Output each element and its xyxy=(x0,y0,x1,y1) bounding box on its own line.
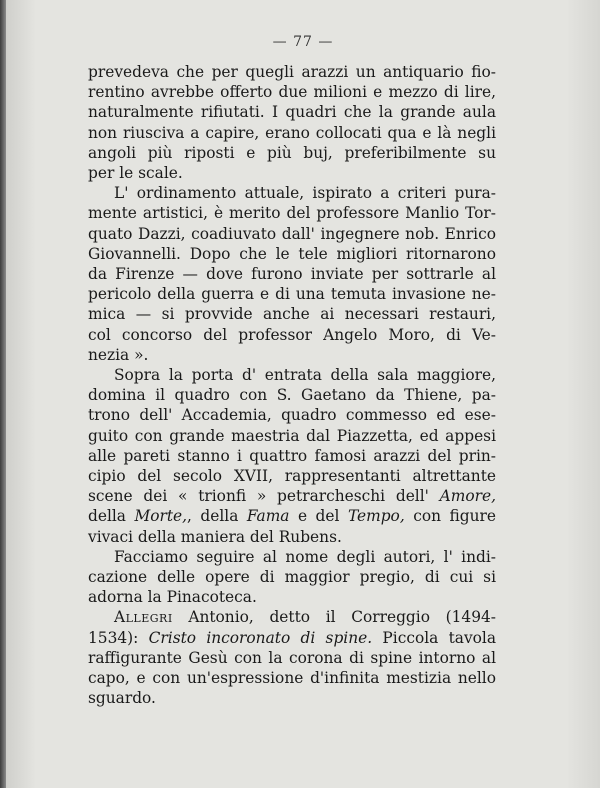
text-line: prevedeva che per quegli arazzi un antiquario fio- xyxy=(88,63,496,81)
text-line: vivaci della maniera del Rubens. xyxy=(88,527,342,546)
paragraph-3 xyxy=(88,365,496,547)
text-segment: scene dei « trionfi » petrarcheschi dell' xyxy=(88,487,440,506)
text-line xyxy=(88,486,496,506)
text-line xyxy=(88,607,496,627)
text-segment: , della xyxy=(187,507,247,526)
paragraph-2 xyxy=(88,183,496,365)
book-page xyxy=(6,0,600,788)
text-line: Facciamo seguire al nome degli autori, l' indi- xyxy=(114,547,496,566)
text-line: rentino avrebbe offerto due milioni e mezzo di lire, xyxy=(88,83,496,102)
italic-amore: Amore, xyxy=(439,487,496,506)
text-segment: e del xyxy=(289,507,348,526)
text-line: quato Dazzi, coadiuvato dall' ingegnere nob. Enrico xyxy=(88,224,496,243)
text-line xyxy=(88,506,496,526)
body-text xyxy=(88,62,496,709)
italic-fama: Fama xyxy=(246,507,290,526)
text-segment: della xyxy=(88,507,135,526)
text-line: cipio del secolo XVII, rappresentanti altrettante xyxy=(88,467,496,486)
text-line: alle pareti stanno i quattro famosi arazzi del prin- xyxy=(88,446,496,465)
text-segment: con figure xyxy=(404,507,496,526)
text-line: guito con grande maestria dal Piazzetta, ed appesi xyxy=(88,426,496,445)
text-line: L' ordinamento attuale, ispirato a criteri pura- xyxy=(114,184,496,203)
text-line: trono dell' Accademia, quadro commesso ed ese- xyxy=(88,406,496,425)
italic-morte: Morte, xyxy=(134,507,188,526)
text-line: raffigurante Gesù con la corona di spine intorno al xyxy=(88,648,496,667)
text-segment: Piccola tavola xyxy=(372,628,497,647)
text-line: adorna la Pinacoteca. xyxy=(88,588,257,607)
text-line: cazione delle opere di maggior pregio, di cui si xyxy=(88,568,496,587)
text-line: per le scale. xyxy=(88,164,183,183)
author-name: Allegri xyxy=(114,608,173,627)
paragraph-1 xyxy=(88,62,496,183)
text-line: non riusciva a capire, erano collocati qua e là negli xyxy=(88,123,496,142)
text-line: mente artistici, è merito del professore Manlio Tor- xyxy=(88,204,496,223)
artwork-title: Cristo incoronato di spine. xyxy=(148,628,373,647)
text-line: Giovannelli. Dopo che le tele migliori ritornarono xyxy=(88,244,496,263)
text-line: pericolo della guerra e di una temuta invasione ne- xyxy=(88,285,496,304)
paragraph-5 xyxy=(88,607,496,708)
text-line: naturalmente rifiutati. I quadri che la grande aula xyxy=(88,103,496,122)
text-line: mica — si provvide anche ai necessari restauri, xyxy=(88,305,496,324)
text-line: da Firenze — dove furono inviate per sottrarle al xyxy=(88,265,496,284)
text-line: angoli più riposti e più buj, preferibilmente su xyxy=(88,143,496,162)
text-line: Sopra la porta d' entrata della sala maggiore, xyxy=(114,366,496,385)
text-line: col concorso del professor Angelo Moro, di Ve- xyxy=(88,325,496,344)
paragraph-4 xyxy=(88,547,496,608)
text-line: capo, e con un'espressione d'infinita mestizia nello xyxy=(88,669,496,688)
text-line: nezia ». xyxy=(88,345,149,364)
text-segment: Antonio, detto il Correggio (1494- xyxy=(172,608,496,627)
page-number: — 77 — xyxy=(272,34,334,50)
text-line xyxy=(88,628,496,648)
text-line: domina il quadro con S. Gaetano da Thiene, pa- xyxy=(88,386,496,405)
text-segment: 1534): xyxy=(88,628,149,647)
text-line: sguardo. xyxy=(88,689,156,708)
italic-tempo: Tempo, xyxy=(347,507,405,526)
